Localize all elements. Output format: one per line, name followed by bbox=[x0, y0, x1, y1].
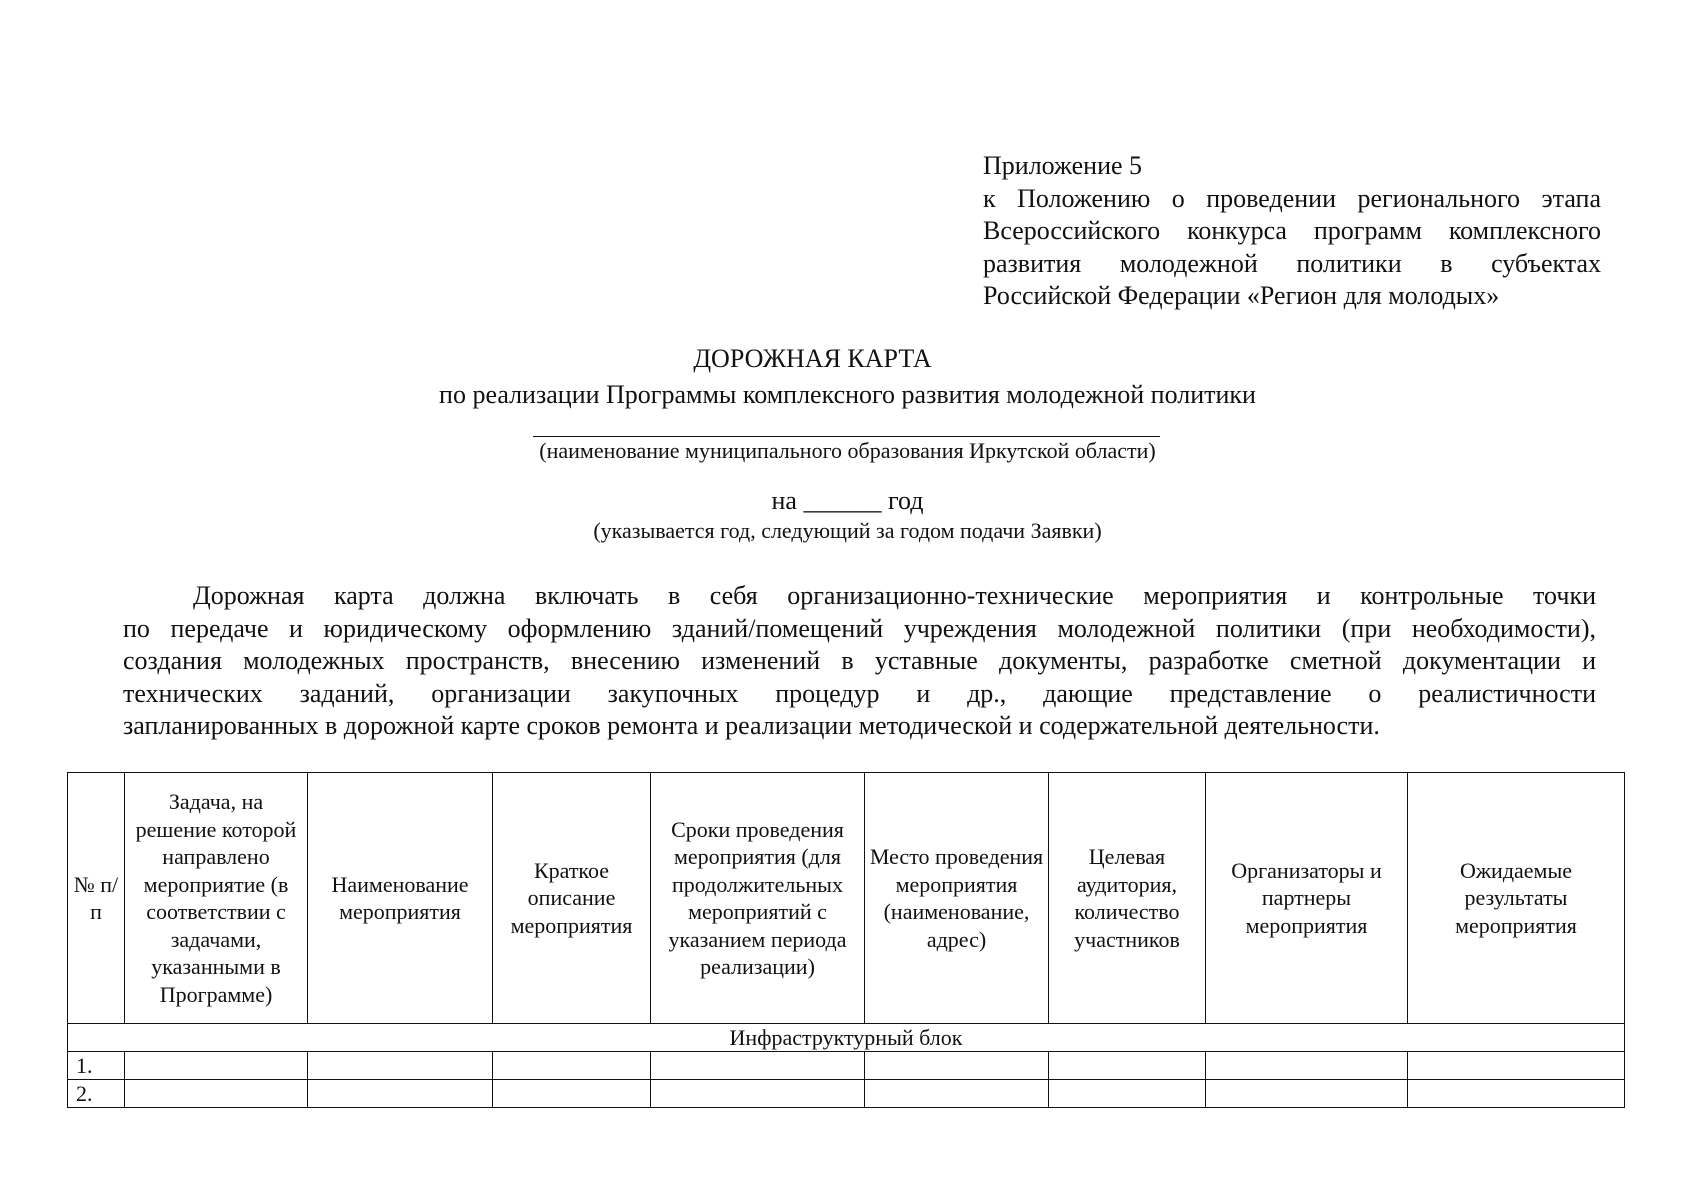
table-cell bbox=[1049, 1080, 1206, 1108]
document-subtitle: по реализации Программы комплексного развития молодежной политики bbox=[439, 380, 1256, 409]
table-cell bbox=[1206, 1080, 1408, 1108]
table-cell bbox=[651, 1080, 865, 1108]
table-cell bbox=[493, 1080, 651, 1108]
header-label: Задача, на решение которой направлено мероприятие (в соответствии с задачами, указанными в Программе) bbox=[135, 789, 297, 1007]
header-label: Организаторы и партнеры мероприятия bbox=[1231, 857, 1382, 938]
table-row bbox=[68, 1080, 1625, 1108]
header-label: Ожидаемые результаты мероприятия bbox=[1455, 857, 1577, 938]
paragraph-line: создания молодежных пространств, внесению изменений в уставные документы, разработке сметной документации и bbox=[123, 646, 1596, 676]
table-cell bbox=[308, 1052, 493, 1080]
table-cell bbox=[1408, 1052, 1625, 1080]
header-label: Краткое описание мероприятия bbox=[510, 857, 633, 938]
roadmap-table bbox=[67, 772, 1625, 1108]
header-label: Наименование мероприятия bbox=[331, 871, 469, 924]
header-results bbox=[1408, 773, 1625, 1024]
table-cell bbox=[1049, 1052, 1206, 1080]
table-cell bbox=[125, 1080, 308, 1108]
paragraph-line: Дорожная карта должна включать в себя организационно-технические мероприятия и контрольные точки bbox=[193, 581, 1596, 610]
header-number bbox=[68, 773, 125, 1024]
block-title: Инфраструктурный блок bbox=[68, 1024, 1625, 1052]
table-cell bbox=[493, 1052, 651, 1080]
table-header-row bbox=[68, 773, 1625, 1024]
appendix-line: к Положению о проведении регионального этапа bbox=[983, 183, 1601, 213]
header-task bbox=[125, 773, 308, 1024]
municipality-blank-line bbox=[533, 436, 1160, 437]
document-title-wrap bbox=[0, 344, 1695, 374]
header-label: № п/п bbox=[73, 871, 119, 924]
table-cell bbox=[308, 1080, 493, 1108]
header-label: Сроки проведения мероприятия (для продолжительных мероприятий с указанием периода реализации) bbox=[668, 816, 847, 979]
table-cell bbox=[1408, 1080, 1625, 1108]
header-venue bbox=[865, 773, 1049, 1024]
header-event-name bbox=[308, 773, 493, 1024]
header-label: Целевая аудитория, количество участников bbox=[1074, 844, 1180, 952]
row-number: 1. bbox=[68, 1052, 125, 1080]
table-cell bbox=[865, 1080, 1049, 1108]
table-cell bbox=[865, 1052, 1049, 1080]
paragraph-line: по передаче и юридическому оформлению зданий/помещений учреждения молодежной политики (при необходимости), bbox=[123, 613, 1596, 643]
header-description bbox=[493, 773, 651, 1024]
table-row bbox=[68, 1052, 1625, 1080]
appendix-line: Всероссийского конкурса программ комплексного bbox=[983, 216, 1601, 245]
appendix-line: Российской Федерации «Регион для молодых» bbox=[983, 281, 1500, 310]
municipality-caption: (наименование муниципального образования Иркутской области) bbox=[539, 438, 1156, 463]
table-cell bbox=[125, 1052, 308, 1080]
header-organizers bbox=[1206, 773, 1408, 1024]
header-audience bbox=[1049, 773, 1206, 1024]
year-caption: (указывается год, следующий за годом подачи Заявки) bbox=[593, 518, 1102, 543]
document-title: ДОРОЖНАЯ КАРТА bbox=[693, 344, 932, 373]
paragraph-line: технических заданий, организации закупочных процедур и др., дающие представление о реалистичности bbox=[123, 678, 1596, 708]
header-label: Место проведения мероприятия (наименование, адрес) bbox=[869, 844, 1044, 952]
row-number: 2. bbox=[68, 1080, 125, 1108]
appendix-line: Приложение 5 bbox=[983, 151, 1143, 180]
year-line: на ______ год bbox=[771, 486, 924, 515]
paragraph-line: запланированных в дорожной карте сроков ремонта и реализации методической и содержательной деятельности. bbox=[123, 711, 1380, 741]
appendix-note bbox=[983, 150, 1601, 313]
block-title-row bbox=[68, 1024, 1625, 1052]
table-cell bbox=[651, 1052, 865, 1080]
header-dates bbox=[651, 773, 865, 1024]
table-cell bbox=[1206, 1052, 1408, 1080]
appendix-line: развития молодежной политики в субъектах bbox=[983, 248, 1601, 278]
instruction-paragraph bbox=[123, 580, 1596, 743]
